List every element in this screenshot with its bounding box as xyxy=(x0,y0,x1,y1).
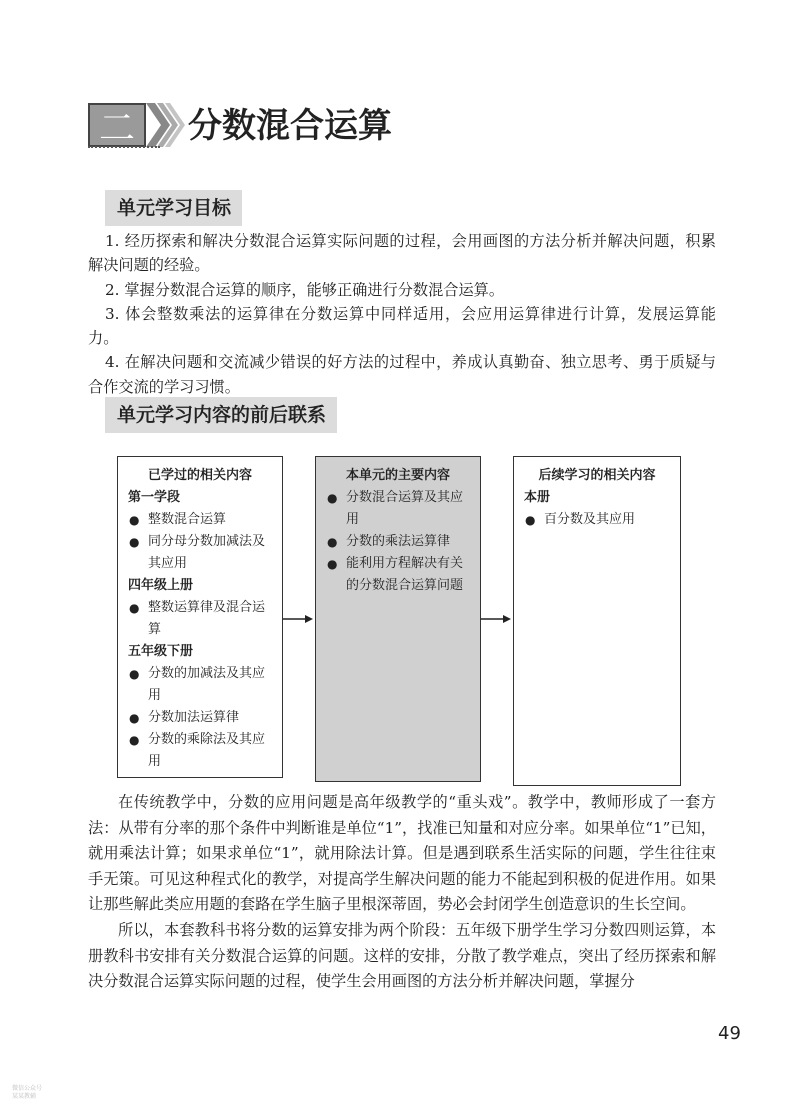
group-label: 第一学段 xyxy=(128,490,181,505)
chapter-stripes-decoration xyxy=(146,103,190,147)
list-item: ● 百分数及其应用 xyxy=(524,509,670,531)
prior-knowledge-box xyxy=(117,456,283,778)
list-item: ● 同分母分数加减法及其应用 xyxy=(128,531,272,575)
future-learning-box xyxy=(513,456,681,786)
list-item: ● 分数混合运算及其应用 xyxy=(326,487,470,531)
chapter-number-box xyxy=(88,103,146,147)
group-label: 五年级下册 xyxy=(128,644,194,659)
chapter-number: 二 xyxy=(98,107,135,149)
goal-item: 4. 在解决问题和交流减少错误的好方法的过程中，养成认真勤奋、独立思考、勇于质疑与合作交流的学习习惯。 xyxy=(88,353,716,396)
arrow-right-icon xyxy=(481,613,511,625)
list-item: ● 整数混合运算 xyxy=(128,509,272,531)
current-unit-title: 本单元的主要内容 xyxy=(345,468,450,483)
section-heading-connections: 单元学习内容的前后联系 xyxy=(105,397,337,433)
list-item: ● 分数加法运算律 xyxy=(128,707,272,729)
future-learning-title: 后续学习的相关内容 xyxy=(538,468,656,483)
arrow-right-icon xyxy=(283,613,313,625)
chapter-title: 分数混合运算 xyxy=(188,106,392,146)
watermark-line: 微信公众号 xyxy=(12,1085,43,1092)
goals-list xyxy=(88,229,716,399)
list-item: ● 分数的乘除法及其应用 xyxy=(128,729,272,773)
goal-item: 2. 掌握分数混合运算的顺序，能够正确进行分数混合运算。 xyxy=(105,280,505,299)
goal-item: 3. 体会整数乘法的运算律在分数运算中同样适用，会应用运算律进行计算，发展运算能力。 xyxy=(88,304,716,348)
page-number: 49 xyxy=(718,1023,741,1044)
prior-knowledge-title: 已学过的相关内容 xyxy=(147,468,252,483)
list-item: ● 分数的加减法及其应用 xyxy=(128,663,272,707)
goal-item: 1. 经历探索和解决分数混合运算实际问题的过程，会用画图的方法分析并解决问题，积累解决问题的经验。 xyxy=(88,232,716,275)
body-text xyxy=(88,790,716,995)
list-item: ● 分数的乘法运算律 xyxy=(326,531,470,553)
watermark-line: 某某教辅 xyxy=(12,1093,37,1100)
body-paragraph: 在传统教学中，分数的应用问题是高年级教学的“重头戏”。教学中，教师形成了一套方法：从带有分率的那个条件中判断谁是单位“1”，找准已知量和对应分率。如果单位“1”已知，就用乘法计算；如果求单位“1”，就用除法计算。但是遇到联系生活实际的问题，学生往往束手无策。可见这种程式化的教学，对提高学生解决问题的能力不能起到积极的促进作用。如果让那些解此类应用题的套路在学生脑子里根深蒂固，势必会封闭学生创造意识的生长空间。 xyxy=(88,793,716,914)
group-label: 四年级上册 xyxy=(128,578,194,593)
list-item: ● 能利用方程解决有关的分数混合运算问题 xyxy=(326,553,470,597)
list-item: ● 整数运算律及混合运算 xyxy=(128,597,272,641)
section-heading-goals: 单元学习目标 xyxy=(105,190,242,226)
current-unit-box xyxy=(315,456,481,782)
chapter-underline xyxy=(88,146,160,148)
watermark xyxy=(12,1085,42,1101)
group-label: 本册 xyxy=(524,490,551,505)
body-paragraph: 所以，本套教科书将分数的运算安排为两个阶段：五年级下册学生学习分数四则运算，本册教科书安排有关分数混合运算的问题。这样的安排，分散了教学难点，突出了经历探索和解决分数混合运算实际问题的过程，使学生会用画图的方法分析并解决问题，掌握分 xyxy=(88,920,716,991)
